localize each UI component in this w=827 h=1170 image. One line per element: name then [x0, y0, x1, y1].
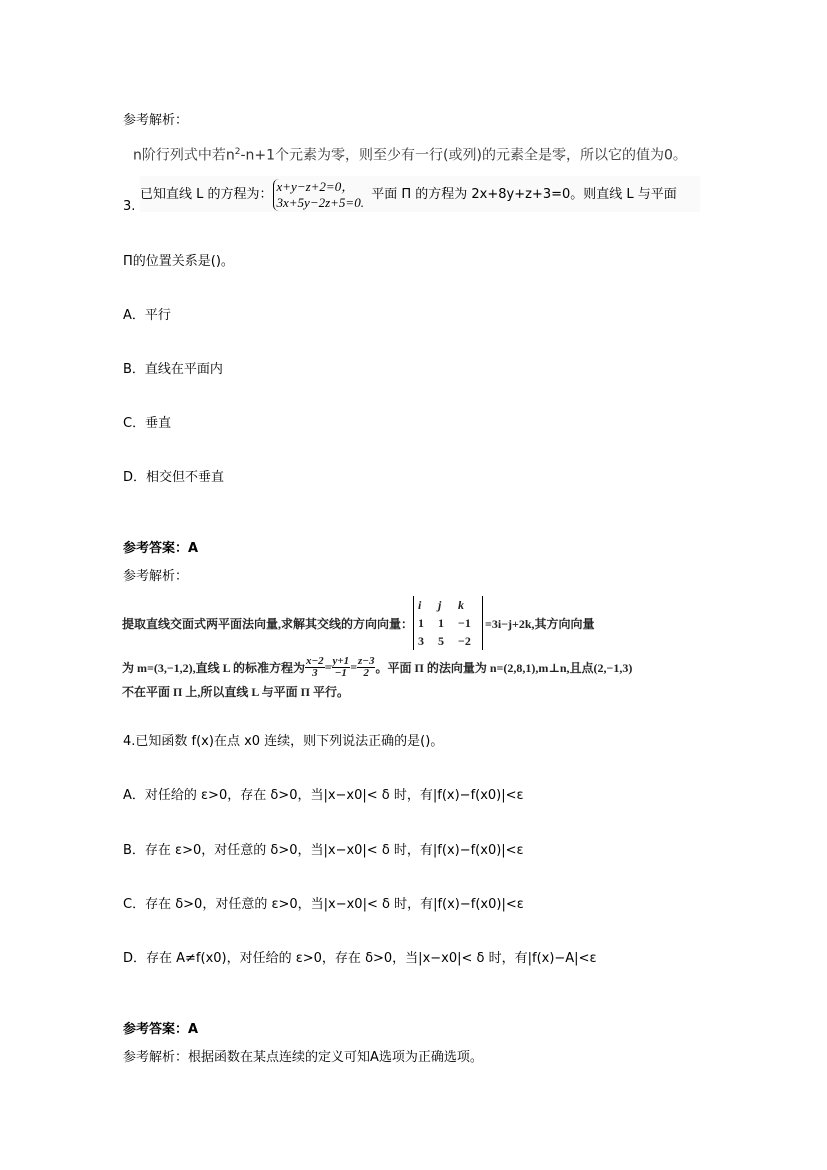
numerator: z−3 [358, 654, 375, 667]
denominator: 3 [312, 666, 318, 679]
q4-answer-label: 参考答案： [123, 1022, 189, 1037]
q2-text-a: n阶行列式中若n [133, 147, 235, 164]
q3-answer-label: 参考答案： [123, 541, 189, 556]
equals: = [350, 659, 358, 674]
q3-answer [123, 540, 198, 558]
det-cell: j [438, 598, 442, 612]
determinant [413, 596, 483, 650]
det-cell: −1 [458, 616, 471, 630]
q3-option-b: B．直线在平面内 [123, 362, 223, 377]
det-cell: −2 [458, 634, 471, 648]
q3-equation-system [273, 179, 364, 211]
q4-option-c: C．存在 δ>0，对任意的 ε>0，当|x−x0|< δ 时，有|f(x)−f(x0)|<ε [123, 897, 524, 912]
q3-answer-value: A [188, 541, 199, 556]
q3-option-a: A．平行 [123, 308, 171, 323]
q4-analysis [123, 1049, 483, 1067]
det-cell: i [418, 598, 422, 612]
q3-option-c: C．垂直 [123, 416, 172, 431]
q3-stem-image [140, 176, 700, 212]
q3-stem-b: 平面 Π 的方程为 2x+8y+z+3=0。则直线 L 与平面 [371, 187, 677, 202]
denominator: 2 [363, 666, 369, 679]
det-cell: k [458, 598, 465, 612]
numerator: x−2 [306, 654, 324, 667]
q3-stem-a: 已知直线 L 的方程为： [140, 187, 273, 202]
q3-stem-cont: Π的位置关系是()。 [123, 254, 234, 269]
q4-option-a: A．对任给的 ε>0，存在 δ>0，当|x−x0|< δ 时，有|f(x)−f(x0)|<ε [123, 788, 524, 803]
q3-analysis-line2 [122, 654, 632, 680]
q3-number: 3. [123, 199, 136, 214]
q4-analysis-label: 参考解析： [123, 1050, 189, 1065]
q3-analysis-l2a: 为 m=(3,−1,2),直线 L 的标准方程为 [122, 660, 306, 675]
q3-analysis-line3: 不在平面 Π 上,所以直线 L 与平面 Π 平行。 [122, 685, 350, 699]
q3-option-d: D．相交但不垂直 [123, 470, 225, 485]
q3-analysis-l2b: 。平面 Π 的法向量为 n=(2,8,1),m⊥n,且点(2,−1,3) [375, 660, 633, 675]
q4-option-d: D．存在 A≠f(x0)，对任给的 ε>0，存在 δ>0，当|x−x0|< δ 时，有|f(x)−A|<ε [123, 951, 597, 966]
q3-analysis-image [118, 594, 708, 709]
q4-answer [123, 1021, 198, 1039]
equals: = [324, 659, 332, 674]
q3-analysis-l1b: =3i−j+2k,其方向向量 [485, 616, 595, 631]
fraction [305, 656, 325, 679]
det-cell: 1 [438, 616, 445, 630]
q4-answer-value: A [188, 1022, 199, 1037]
q4-option-b: B．存在 ε>0，对任意的 δ>0，当|x−x0|< δ 时，有|f(x)−f(x0)|<ε [123, 843, 524, 858]
q3-analysis-l1a: 提取直线交面式两平面法向量,求解其交线的方向向量： [122, 616, 414, 631]
det-cell: 5 [438, 634, 445, 648]
fraction [332, 656, 351, 679]
q2-analysis-text [133, 143, 687, 165]
q3-eq1: x+y−z+2=0， [276, 179, 355, 195]
q4-analysis-text: 根据函数在某点连续的定义可知A选项为正确选项。 [188, 1050, 483, 1065]
q2-text-b: -n+1个元素为零，则至少有一行(或列)的元素全是零，所以它的值为0。 [240, 147, 687, 164]
det-cell: 3 [418, 634, 425, 648]
q4-stem: 4.已知函数 f(x)在点 x0 连续，则下列说法正确的是()。 [123, 734, 444, 749]
q3-eq2: 3x+5y−2z+5=0. [276, 195, 364, 211]
q3-analysis-line1 [122, 594, 595, 652]
det-cell: 1 [418, 616, 425, 630]
q2-sup: 2 [234, 147, 241, 157]
numerator: y+1 [332, 654, 350, 667]
q3-analysis-label: 参考解析： [123, 569, 189, 584]
q2-analysis-label: 参考解析： [123, 113, 189, 128]
fraction [357, 656, 375, 679]
denominator: −1 [334, 666, 347, 679]
